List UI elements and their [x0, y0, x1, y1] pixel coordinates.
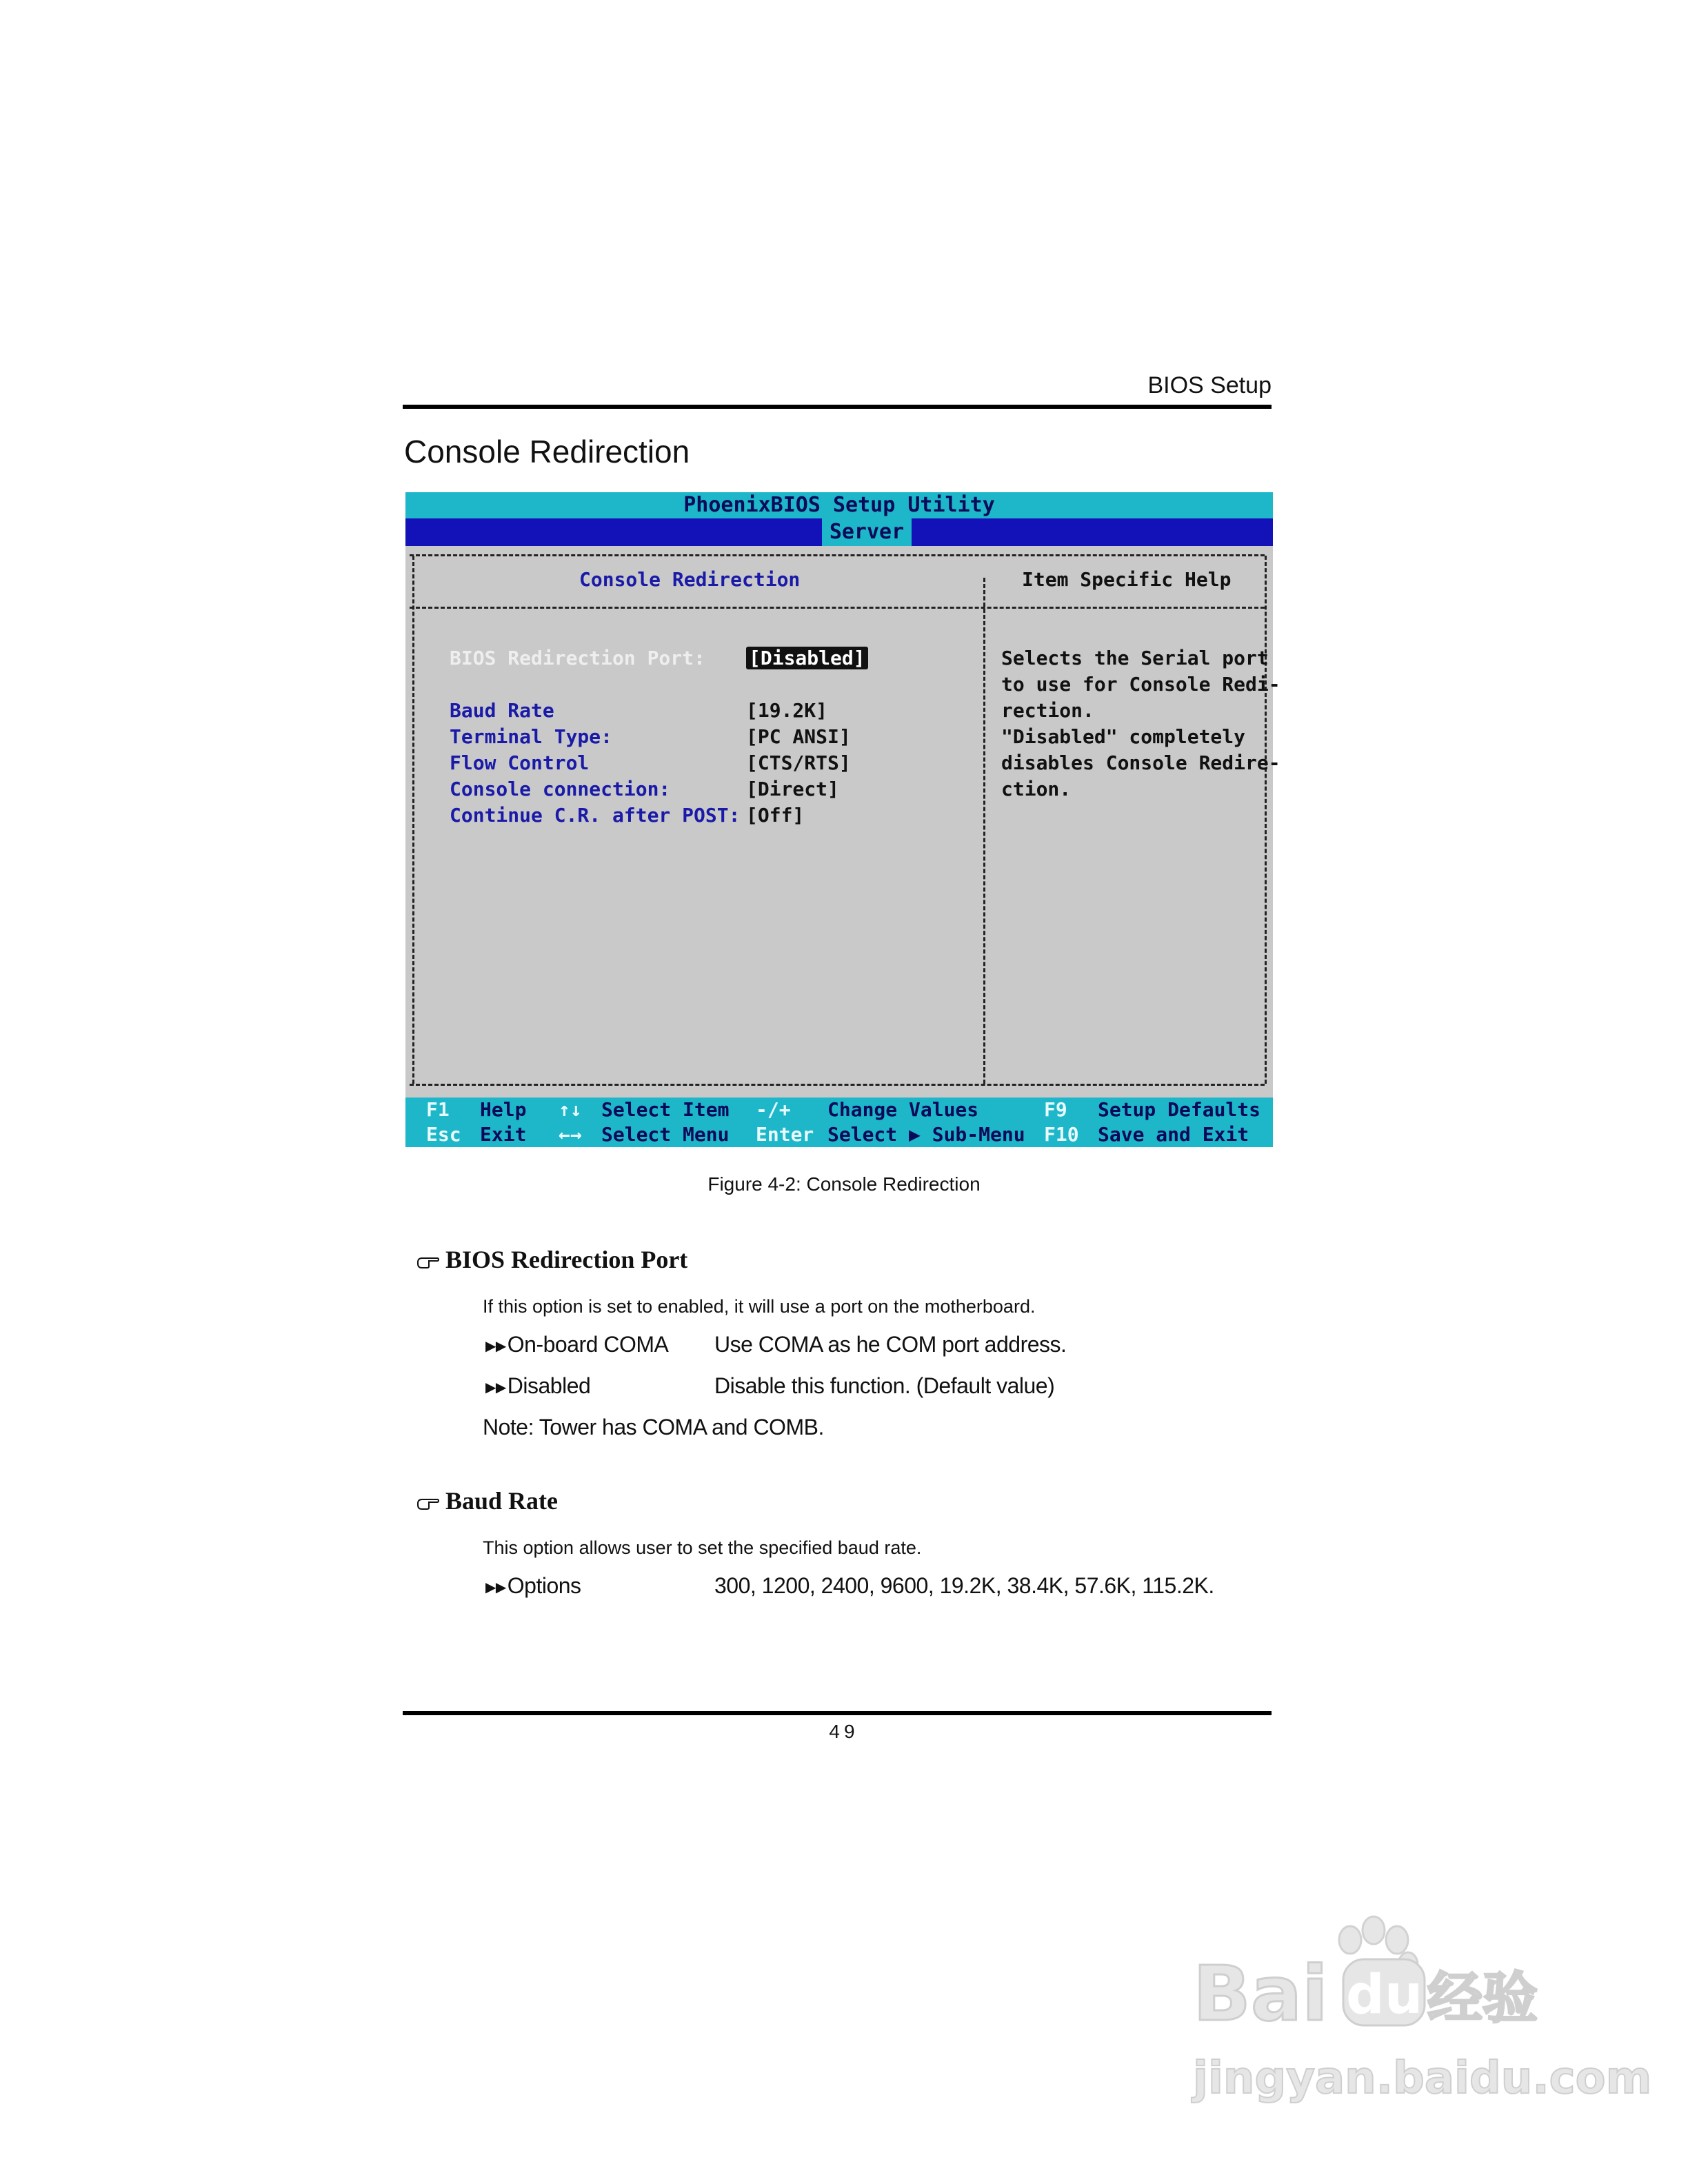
frame-left-line [412, 556, 414, 1084]
bios-key-legend [405, 1098, 1273, 1147]
option-name [485, 1373, 590, 1399]
section-heading-text: Baud Rate [445, 1487, 559, 1515]
header-rule [403, 405, 1272, 409]
panel-title: Console Redirection [579, 568, 801, 591]
option-name-text: Disabled [507, 1373, 591, 1398]
section-note: Note: Tower has COMA and COMB. [483, 1415, 824, 1439]
section-heading-text: BIOS Redirection Port [445, 1246, 688, 1273]
key-f9-label: Setup Defaults [1098, 1098, 1261, 1121]
item-baud-rate[interactable]: Baud Rate [450, 699, 554, 722]
svg-text:Bai: Bai [1193, 1950, 1328, 2038]
section-heading-bios-redirection-port [416, 1245, 687, 1274]
bios-screenshot [405, 492, 1280, 1147]
double-arrow-icon: ▶▶ [485, 1380, 506, 1396]
frame-top-line [410, 554, 1265, 556]
option-text: Disable this function. (Default value) [714, 1373, 1055, 1398]
page-number: 49 [829, 1721, 859, 1742]
help-line: to use for Console Redi- [1001, 673, 1280, 696]
frame-right-line [1265, 556, 1267, 1084]
value-terminal-type[interactable]: [PC ANSI] [746, 725, 851, 748]
pointing-hand-icon [416, 1255, 440, 1269]
value-baud-rate[interactable]: [19.2K] [746, 699, 828, 722]
frame-divider-line [983, 578, 985, 1084]
frame-bottom-line [410, 1084, 1265, 1086]
footer-rule [403, 1711, 1272, 1715]
bios-title-bar: PhoenixBIOS Setup Utility [405, 492, 1273, 518]
section-description: If this option is set to enabled, it will use a port on the motherboard. [483, 1296, 1036, 1317]
value-bios-redirection-port[interactable] [746, 645, 868, 671]
option-text: Use COMA as he COM port address. [714, 1332, 1067, 1357]
option-name-text: On-board COMA [507, 1332, 669, 1357]
item-flow-control[interactable]: Flow Control [450, 751, 590, 774]
value-continue-cr[interactable]: [Off] [746, 804, 805, 827]
key-updown: ↑↓ [559, 1098, 582, 1121]
svg-text:du: du [1346, 1964, 1423, 2026]
baidu-watermark-logo [1186, 1910, 1652, 2116]
key-f10-label: Save and Exit [1098, 1123, 1249, 1146]
section-description: This option allows user to set the specified baud rate. [483, 1537, 922, 1558]
section-heading-baud-rate [416, 1486, 558, 1515]
key-leftright: ←→ [559, 1123, 582, 1146]
key-plusminus: -/+ [756, 1098, 791, 1121]
section-title: Console Redirection [404, 434, 690, 469]
option-name [485, 1573, 581, 1599]
item-bios-redirection-port[interactable]: BIOS Redirection Port: [450, 647, 705, 669]
bios-tab-bar [405, 518, 1273, 546]
key-plusminus-label: Change Values [827, 1098, 979, 1121]
frame-header-line [410, 607, 1265, 609]
selected-value[interactable]: [Disabled] [746, 647, 868, 669]
double-arrow-icon: ▶▶ [485, 1580, 506, 1596]
help-line: disables Console Redire- [1001, 751, 1280, 774]
running-header: BIOS Setup [1147, 372, 1272, 398]
key-f1: F1 [426, 1098, 450, 1121]
key-updown-label: Select Item [601, 1098, 730, 1121]
bios-content [405, 546, 1280, 1098]
key-f9: F9 [1044, 1098, 1067, 1121]
figure-caption: Figure 4-2: Console Redirection [707, 1173, 981, 1195]
key-esc-label: Exit [480, 1123, 527, 1146]
svg-text:经验: 经验 [1427, 1966, 1538, 2030]
option-text: 300, 1200, 2400, 9600, 19.2K, 38.4K, 57.6K, 115.2K. [714, 1573, 1214, 1598]
double-arrow-icon: ▶▶ [485, 1339, 506, 1355]
value-console-connection[interactable]: [Direct] [746, 778, 839, 800]
help-line: rection. [1001, 699, 1094, 722]
option-name-text: Options [507, 1573, 581, 1598]
svg-text:jingyan.baidu.com: jingyan.baidu.com [1193, 2053, 1652, 2104]
option-name [485, 1332, 668, 1357]
help-line: ction. [1001, 778, 1072, 800]
help-line: Selects the Serial port [1001, 647, 1269, 669]
key-f1-label: Help [480, 1098, 527, 1121]
pointing-hand-icon [416, 1497, 440, 1510]
key-f10: F10 [1044, 1123, 1079, 1146]
help-title: Item Specific Help [1022, 568, 1232, 591]
help-line: "Disabled" completely [1001, 725, 1246, 748]
item-continue-cr[interactable]: Continue C.R. after POST: [450, 804, 741, 827]
bios-tab-server[interactable]: Server [822, 518, 912, 546]
key-leftright-label: Select Menu [601, 1123, 730, 1146]
key-esc: Esc [426, 1123, 461, 1146]
key-enter: Enter [756, 1123, 814, 1146]
key-enter-label: Select ▶ Sub-Menu [827, 1123, 1025, 1146]
item-console-connection[interactable]: Console connection: [450, 778, 671, 800]
value-flow-control[interactable]: [CTS/RTS] [746, 751, 851, 774]
item-terminal-type[interactable]: Terminal Type: [450, 725, 613, 748]
